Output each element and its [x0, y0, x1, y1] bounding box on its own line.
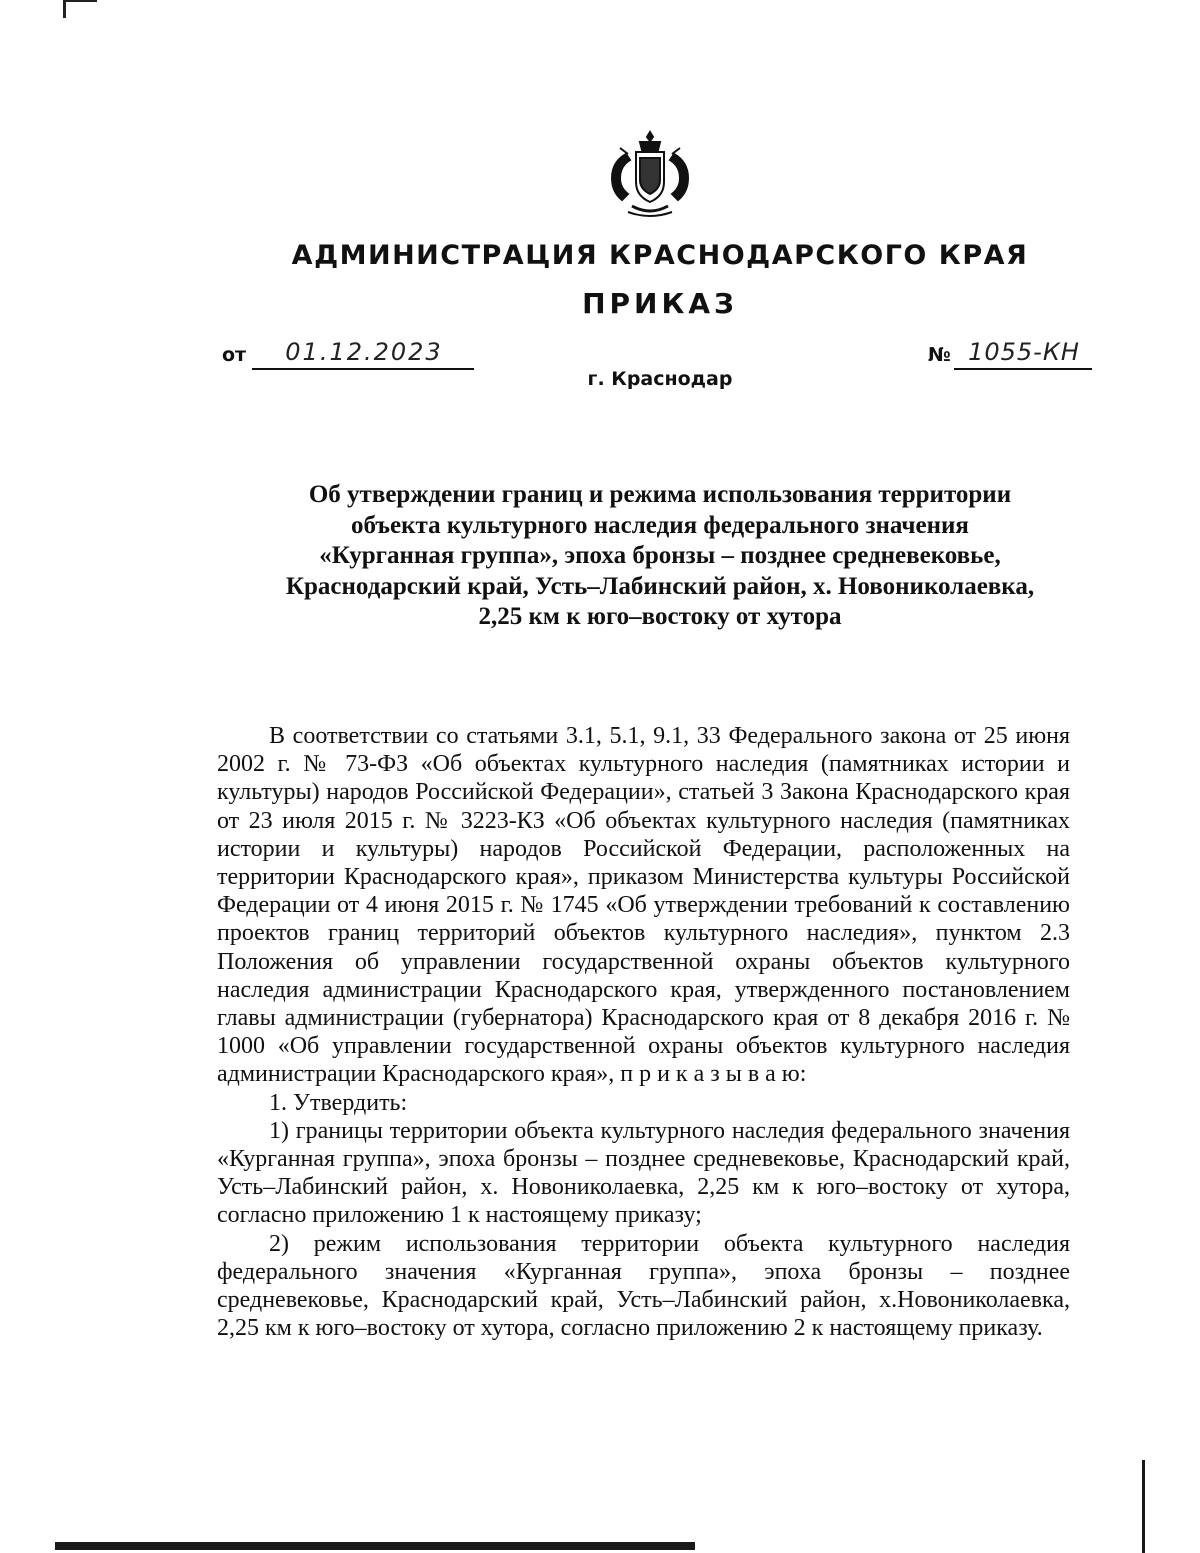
- date-field: [222, 338, 482, 372]
- subject-line: Об утверждении границ и режима использования территории: [308, 481, 1012, 508]
- organization-title: АДМИНИСТРАЦИЯ КРАСНОДАРСКОГО КРАЯ: [291, 240, 1029, 271]
- number-handwritten: 1055-КН: [968, 338, 1080, 366]
- item-1-2: 2) режим использования территории объекта культурного наследия федерального значения «Курганная группа», эпоха бронзы – позднее средневековье, Краснодарский край, Усть–Лабинский район, х.Новониколаевка, 2,25 км к юго–востоку от хутора, согласно приложению 2 к настоящему приказу.: [217, 1230, 1070, 1342]
- number-prefix: №: [928, 344, 951, 366]
- preamble-paragraph: В соответствии со статьями 3.1, 5.1, 9.1, 33 Федерального закона от 25 июня 2002 г. № 73-ФЗ «Об объектах культурного наследия (памятниках истории и культуры) народов Российской Федерации», статьей 3 Закона Краснодарского края от 23 июля 2015 г. № 3223-КЗ «Об объектах культурного наследия (памятниках истории и культуры) народов Российской Федерации, расположенных на территории Краснодарского края», приказом Министерства культуры Российской Федерации от 4 июня 2015 г. № 1745 «Об утверждении требований к составлению проектов границ территорий объектов культурного наследия», пунктом 2.3 Положения об управлении государственной охраны объектов культурного наследия администрации Краснодарского края, утвержденного постановлением главы администрации (губернатора) Краснодарского края от 8 декабря 2016 г. № 1000 «Об управлении государственной охраны объектов культурного наследия администрации Краснодарского края», п р и к а з ы в а ю:: [217, 723, 1070, 1088]
- document-type: ПРИКАЗ: [582, 287, 738, 320]
- city-name: г. Краснодар: [587, 368, 733, 390]
- scan-bottom-edge: [55, 1542, 695, 1550]
- date-prefix: от: [222, 344, 247, 366]
- scan-right-edge: [1142, 1460, 1145, 1553]
- item-1-1: 1) границы территории объекта культурного наследия федерального значения «Курганная группа», эпоха бронзы – позднее средневековье, Краснодарский край, Усть–Лабинский район, х. Новониколаевка, 2,25 км к юго–востоку от хутора, согласно приложению 1 к настоящему приказу;: [217, 1117, 1070, 1229]
- subject-line: «Курганная группа», эпоха бронзы – позднее средневековье,: [319, 542, 1001, 569]
- document-body: [217, 722, 1070, 1342]
- coat-of-arms-emblem: [606, 128, 694, 218]
- date-handwritten: 01.12.2023: [285, 338, 443, 366]
- item-1: 1. Утвердить:: [269, 1089, 408, 1116]
- scan-corner-mark: [0, 0, 100, 20]
- subject-line: 2,25 км к юго–востоку от хутора: [478, 603, 842, 630]
- document-subject: [200, 480, 1120, 633]
- number-field: [928, 338, 1098, 372]
- subject-line: Краснодарский край, Усть–Лабинский район, х. Новониколаевка,: [285, 572, 1035, 600]
- subject-line: объекта культурного наследия федерального значения: [351, 511, 969, 539]
